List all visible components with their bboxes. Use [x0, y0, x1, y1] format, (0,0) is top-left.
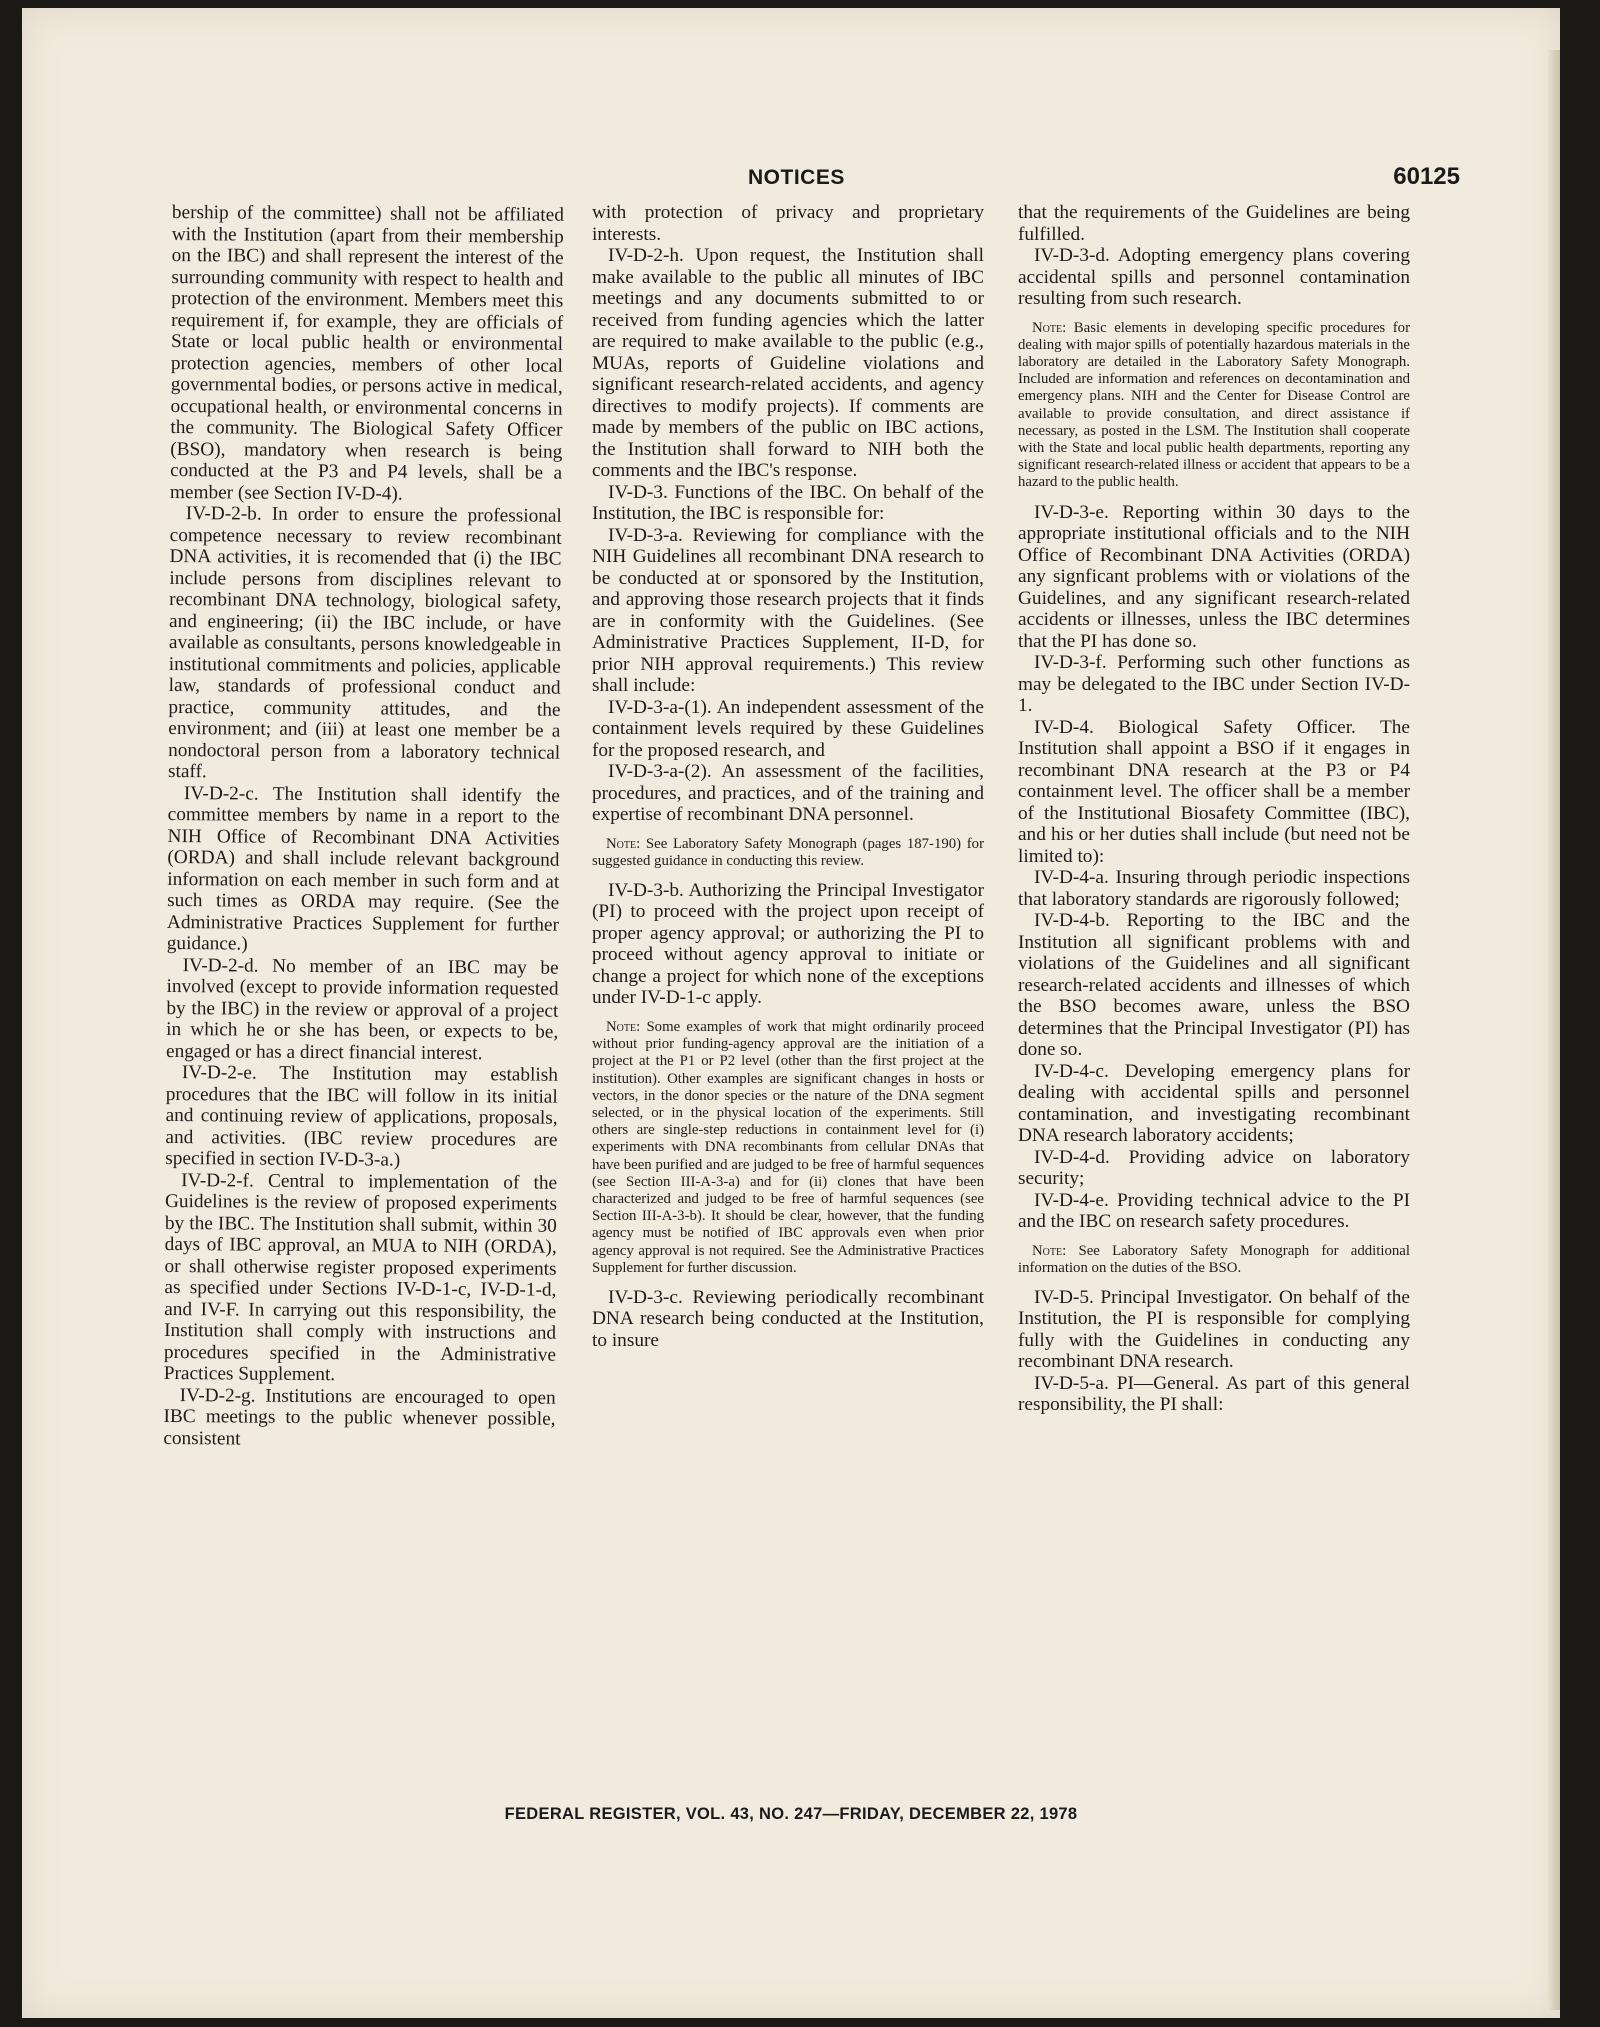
- document-page: [22, 8, 1560, 2018]
- paragraph: IV-D-2-b. In order to ensure the professional competence necessary to review recombinant DNA activities, it is recomended that (i) the IBC include persons from disciplines relevant to recombinant DNA technology, biological safety, and engineering; (ii) the IBC include, or have available as consultants, persons knowledgeable in institutional commitments and policies, applicable law, standards of professional conduct and practice, community attitudes, and the environment; and (iii) at least one member be a nondoctoral person from a laboratory technical staff.: [167, 503, 562, 783]
- text-column-1: [163, 202, 564, 1452]
- note-text: See Laboratory Safety Monograph for additional information on the duties of the BSO.: [1018, 1242, 1410, 1276]
- paragraph: IV-D-3-a-(1). An independent assessment of the containment levels required by these Guidelines for the proposed research, and: [592, 696, 984, 761]
- note-paragraph: [1018, 1243, 1410, 1277]
- paragraph: IV-D-3-a-(2). An assessment of the facilities, procedures, and practices, and of the training and expertise of recombinant DNA personnel.: [592, 761, 984, 825]
- paragraph: with protection of privacy and proprietary interests.: [592, 202, 984, 245]
- note-text: Some examples of work that might ordinarily proceed without prior funding-agency approval are the initiation of a project at the P1 or P2 level (other than the first project at the institution). Other examples are significant changes in hosts or vectors, in the donor species or the nature of the DNA segment selected, or in the physical location of the experiments. Still others are single-step reductions in containment level for (i) experiments with DNA recombinants from cellular DNAs that have been purified and are judged to be free of harmful sequences (see Section III-A-3-a) and for (ii) clones that have been characterized and judged to be free of harmful sequences (see Section III-A-3-b). It should be clear, however, that the funding agency must be notified of IBC approvals even when prior agency approval is not required. See the Administrative Practices Supplement for further discussion.: [592, 1018, 984, 1276]
- page-number: 60125: [1393, 163, 1460, 190]
- paragraph: IV-D-2-g. Institutions are encouraged to open IBC meetings to the public whenever possible, consistent: [163, 1384, 556, 1450]
- paragraph: IV-D-2-d. No member of an IBC may be involved (except to provide information requested by the IBC) in the review or approval of a project in which he or she has been, or expects to be, engaged or has a direct financial interest.: [165, 954, 559, 1064]
- paragraph: IV-D-3-b. Authorizing the Principal Investigator (PI) to proceed with the project upon receipt of proper agency approval; or authorizing the PI to proceed without agency approval to initiate or change a project for which none of the exceptions under IV-D-1-c apply.: [592, 879, 984, 1009]
- paragraph: IV-D-4-c. Developing emergency plans for dealing with accidental spills and personnel contamination, and investigating recombinant DNA research laboratory accidents;: [1018, 1060, 1410, 1147]
- note-paragraph: [592, 1019, 984, 1277]
- paragraph: that the requirements of the Guidelines are being fulfilled.: [1018, 202, 1410, 245]
- page-edge: [1548, 50, 1560, 2010]
- paragraph: IV-D-3-c. Reviewing periodically recombinant DNA research being conducted at the Institution, to insure: [592, 1286, 984, 1351]
- paragraph: IV-D-2-e. The Institution may establish procedures that the IBC will follow in its initial and continuing review of applications, proposals, and activities. (IBC review procedures are specified in section IV-D-3-a.): [165, 1062, 558, 1171]
- text-column-2: [592, 202, 984, 1351]
- paragraph: IV-D-3-e. Reporting within 30 days to the appropriate institutional officials and to the NIH Office of Recombinant DNA Activities (ORDA) any signficant problems with or violations of the Guidelines, and any significant research-related accidents or illnesses, unless the IBC determines that the PI has done so.: [1018, 501, 1410, 652]
- paragraph: IV-D-5-a. PI—General. As part of this general responsibility, the PI shall:: [1018, 1372, 1410, 1416]
- note-label: Note:: [1032, 1242, 1067, 1259]
- paragraph: IV-D-3-f. Performing such other functions as may be delegated to the IBC under Section IV-D-1.: [1018, 652, 1410, 717]
- paragraph: IV-D-4-e. Providing technical advice to the PI and the IBC on research safety procedures.: [1018, 1189, 1410, 1233]
- note-paragraph: [592, 836, 984, 870]
- paragraph: IV-D-5. Principal Investigator. On behalf of the Institution, the PI is responsible for complying fully with the Guidelines in conducting any recombinant DNA research.: [1018, 1286, 1410, 1373]
- page-header: [22, 163, 1560, 196]
- text-column-3: [1018, 202, 1410, 1416]
- paragraph: IV-D-2-c. The Institution shall identify the committee members by name in a report to the NIH Office of Recombinant DNA Activities (ORDA) and shall include relevant background information on each member in such form and at such times as ORDA may require. (See the Administrative Practices Supplement for further guidance.): [166, 782, 560, 955]
- paragraph: bership of the committee) shall not be affiliated with the Institution (apart from their membership on the IBC) and shall represent the interest of the surrounding community with respect to health and protection of the environment. Members meet this requirement if, for example, they are officials of State or local public health or environmental protection agencies, members of other local governmental bodies, or persons active in medical, occupational health, or environmental concerns in the community. The Biological Safety Officer (BSO), mandatory when research is being conducted at the P3 and P4 levels, shall be a member (see Section IV-D-4).: [169, 202, 564, 505]
- paragraph: IV-D-3-a. Reviewing for compliance with the NIH Guidelines all recombinant DNA research to be conducted at or sponsored by the Institution, and approving those research projects that it finds are in conformity with the Guidelines. (See Administrative Practices Supplement, II-D, for prior NIH approval requirements.) This review shall include:: [592, 524, 984, 696]
- section-title: NOTICES: [748, 166, 845, 189]
- page-footer: FEDERAL REGISTER, VOL. 43, NO. 247—FRIDAY, DECEMBER 22, 1978: [504, 1805, 1078, 1823]
- paragraph: IV-D-3-d. Adopting emergency plans covering accidental spills and personnel contamination resulting from such research.: [1018, 245, 1410, 309]
- paragraph: IV-D-4-a. Insuring through periodic inspections that laboratory standards are rigorously followed;: [1018, 867, 1410, 910]
- paragraph: IV-D-4-d. Providing advice on laboratory security;: [1018, 1146, 1410, 1190]
- paragraph: IV-D-3. Functions of the IBC. On behalf of the Institution, the IBC is responsible for:: [592, 481, 984, 524]
- note-label: Note:: [606, 835, 641, 852]
- paragraph: IV-D-2-h. Upon request, the Institution shall make available to the public all minutes of IBC meetings and any documents submitted to or received from funding agencies which the latter are required to make available to the public (e.g., MUAs, reports of Guideline violations and significant research-related accidents, and agency directives to modify projects). If comments are made by members of the public on IBC actions, the Institution shall forward to NIH both the comments and the IBC's response.: [592, 245, 984, 481]
- note-label: Note:: [1032, 319, 1067, 336]
- note-text: Basic elements in developing specific procedures for dealing with major spills of potentially hazardous materials in the laboratory are detailed in the Laboratory Safety Monograph. Included are information and references on decontamination and emergency plans. NIH and the Center for Disease Control are available to provide consultation, and direct assistance if necessary, as posted in the LSM. The Institution shall cooperate with the State and local public health departments, reporting any significant research-related illness or accident that appears to be a hazard to the public health.: [1018, 319, 1410, 491]
- note-label: Note:: [606, 1018, 641, 1035]
- note-text: See Laboratory Safety Monograph (pages 187-190) for suggested guidance in conducting this review.: [592, 835, 984, 869]
- paragraph: IV-D-4. Biological Safety Officer. The Institution shall appoint a BSO if it engages in recombinant DNA research at the P3 or P4 containment level. The officer shall be a member of the Institutional Biosafety Committee (IBC), and his or her duties shall include (but need not be limited to):: [1018, 716, 1410, 867]
- paragraph: IV-D-4-b. Reporting to the IBC and the Institution all significant problems with and violations of the Guidelines and all significant research-related accidents and illnesses of which the BSO becomes aware, unless the BSO determines that the Principal Investigator (PI) has done so.: [1018, 910, 1410, 1061]
- note-paragraph: [1018, 320, 1410, 492]
- paragraph: IV-D-2-f. Central to implementation of the Guidelines is the review of proposed experiments by the IBC. The Institution shall submit, within 30 days of IBC approval, an MUA to NIH (ORDA), or shall otherwise register proposed experiments as specified under Sections IV-D-1-c, IV-D-1-d, and IV-F. In carrying out this responsibility, the Institution shall comply with instructions and procedures specified in the Administrative Practices Supplement.: [163, 1169, 558, 1386]
